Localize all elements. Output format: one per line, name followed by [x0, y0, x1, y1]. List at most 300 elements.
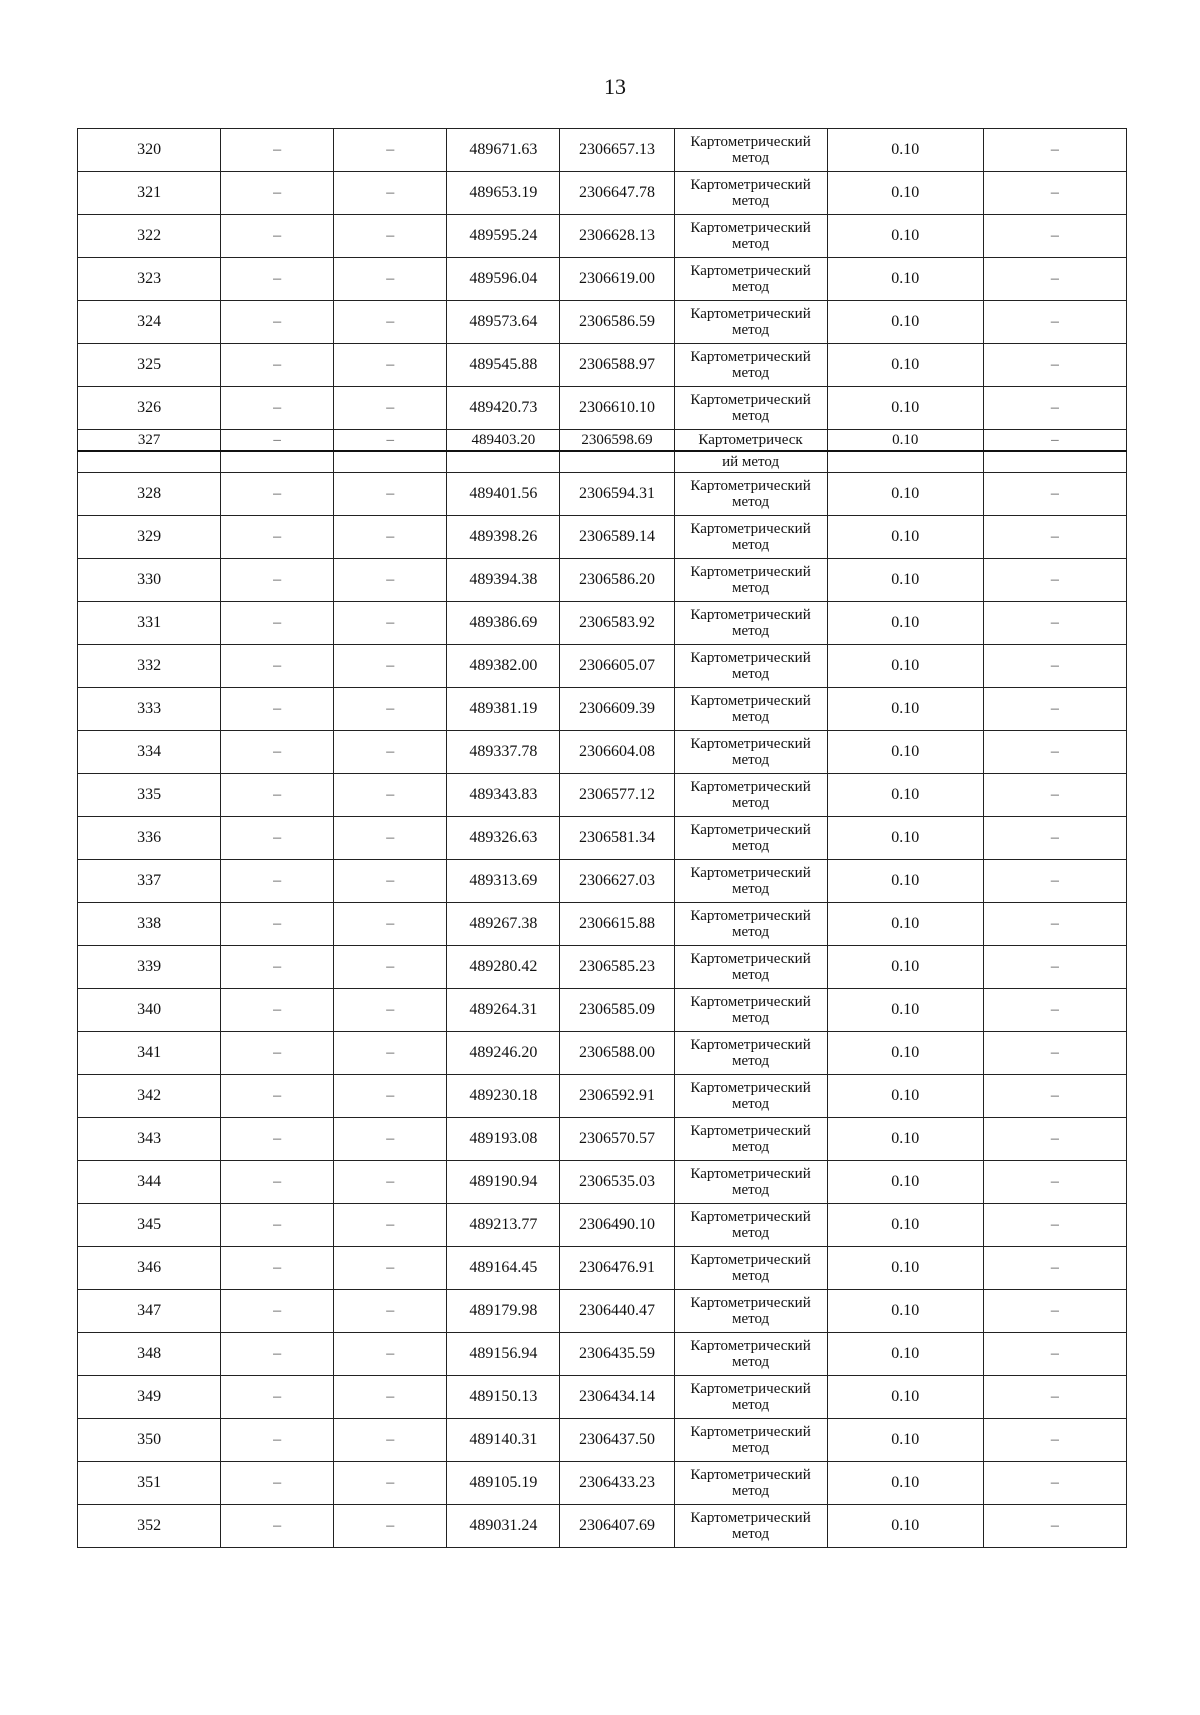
accuracy-cell: 0.10 [827, 1333, 983, 1376]
table-row [78, 1419, 1127, 1462]
point-number: 348 [78, 1333, 221, 1376]
point-number: 342 [78, 1075, 221, 1118]
coordinate-x: 489401.56 [447, 473, 560, 516]
empty-cell: – [983, 731, 1126, 774]
empty-cell: – [983, 559, 1126, 602]
table-row [78, 559, 1127, 602]
table-row [78, 860, 1127, 903]
empty-cell: – [334, 817, 447, 860]
table-row [78, 1376, 1127, 1419]
coordinate-y: 2306628.13 [560, 215, 674, 258]
table-row [78, 215, 1127, 258]
empty-cell: – [221, 559, 334, 602]
table-row [78, 731, 1127, 774]
empty-cell: – [221, 946, 334, 989]
empty-cell: – [983, 387, 1126, 430]
empty-cell: – [334, 172, 447, 215]
table-row [78, 688, 1127, 731]
empty-cell: – [983, 989, 1126, 1032]
coordinate-y: 2306476.91 [560, 1247, 674, 1290]
empty-cell: – [983, 774, 1126, 817]
method-cell: Картометрический метод [674, 817, 827, 860]
point-number: 322 [78, 215, 221, 258]
empty-cell: – [334, 1204, 447, 1247]
empty-cell: – [983, 430, 1126, 452]
coordinate-y: 2306437.50 [560, 1419, 674, 1462]
point-number: 336 [78, 817, 221, 860]
coordinate-x: 489382.00 [447, 645, 560, 688]
method-cell: Картометрический метод [674, 1204, 827, 1247]
accuracy-cell: 0.10 [827, 258, 983, 301]
table-row [78, 1075, 1127, 1118]
accuracy-cell: 0.10 [827, 430, 983, 452]
accuracy-cell: 0.10 [827, 1075, 983, 1118]
table-row [78, 1505, 1127, 1548]
empty-cell: – [221, 215, 334, 258]
empty-cell: – [221, 774, 334, 817]
empty-cell: – [983, 1333, 1126, 1376]
point-number: 320 [78, 129, 221, 172]
empty-cell: – [334, 1161, 447, 1204]
accuracy-cell: 0.10 [827, 1032, 983, 1075]
coordinate-y: 2306434.14 [560, 1376, 674, 1419]
accuracy-cell: 0.10 [827, 1204, 983, 1247]
coordinate-y: 2306588.97 [560, 344, 674, 387]
table-row [78, 258, 1127, 301]
coordinate-x: 489105.19 [447, 1462, 560, 1505]
method-cell: Картометрический метод [674, 516, 827, 559]
point-number: 345 [78, 1204, 221, 1247]
page-number: 13 [604, 74, 626, 99]
empty-cell: – [221, 430, 334, 452]
accuracy-cell: 0.10 [827, 946, 983, 989]
point-number: 328 [78, 473, 221, 516]
empty-cell: – [334, 387, 447, 430]
empty-cell: – [334, 645, 447, 688]
accuracy-cell: 0.10 [827, 559, 983, 602]
point-number: 349 [78, 1376, 221, 1419]
point-number: 351 [78, 1462, 221, 1505]
accuracy-cell: 0.10 [827, 516, 983, 559]
coordinate-x: 489573.64 [447, 301, 560, 344]
method-cell: Картометрический метод [674, 688, 827, 731]
table-row [78, 989, 1127, 1032]
empty-cell: – [221, 301, 334, 344]
empty-cell: – [334, 1290, 447, 1333]
point-number: 347 [78, 1290, 221, 1333]
empty-cell: – [334, 129, 447, 172]
method-cell: Картометрический метод [674, 344, 827, 387]
method-cell: ий метод [674, 451, 827, 473]
empty-cell: – [983, 946, 1126, 989]
empty-cell: – [983, 473, 1126, 516]
method-cell: Картометрический метод [674, 473, 827, 516]
empty-cell: – [983, 817, 1126, 860]
empty-cell: – [221, 817, 334, 860]
coordinate-x: 489420.73 [447, 387, 560, 430]
table-row [78, 946, 1127, 989]
coordinate-x: 489164.45 [447, 1247, 560, 1290]
empty-cell: – [983, 903, 1126, 946]
coordinate-x: 489264.31 [447, 989, 560, 1032]
point-number: 329 [78, 516, 221, 559]
point-number: 331 [78, 602, 221, 645]
empty-cell: – [334, 688, 447, 731]
empty-cell: – [334, 1376, 447, 1419]
method-cell: Картометрическ [674, 430, 827, 452]
coordinate-y: 2306605.07 [560, 645, 674, 688]
accuracy-cell: 0.10 [827, 989, 983, 1032]
empty-cell: – [221, 1290, 334, 1333]
point-number: 346 [78, 1247, 221, 1290]
empty-cell: – [334, 602, 447, 645]
coordinate-y: 2306589.14 [560, 516, 674, 559]
coordinate-x: 489140.31 [447, 1419, 560, 1462]
table-row [78, 817, 1127, 860]
method-cell: Картометрический метод [674, 1462, 827, 1505]
empty-cell: – [334, 473, 447, 516]
method-cell: Картометрический метод [674, 559, 827, 602]
method-cell: Картометрический метод [674, 1290, 827, 1333]
coordinate-x: 489596.04 [447, 258, 560, 301]
point-number: 332 [78, 645, 221, 688]
empty-cell: – [334, 1419, 447, 1462]
method-cell: Картометрический метод [674, 387, 827, 430]
point-number: 344 [78, 1161, 221, 1204]
accuracy-cell: 0.10 [827, 731, 983, 774]
point-number: 333 [78, 688, 221, 731]
empty-cell: – [334, 258, 447, 301]
table-row [78, 602, 1127, 645]
table-row [78, 1290, 1127, 1333]
empty-cell: – [983, 1505, 1126, 1548]
table-row [78, 1118, 1127, 1161]
empty-cell: – [334, 1333, 447, 1376]
empty-cell: – [983, 1376, 1126, 1419]
empty-cell: – [334, 301, 447, 344]
accuracy-cell: 0.10 [827, 774, 983, 817]
coordinate-y: 2306433.23 [560, 1462, 674, 1505]
accuracy-cell: 0.10 [827, 1462, 983, 1505]
coordinate-y: 2306570.57 [560, 1118, 674, 1161]
coordinate-y: 2306604.08 [560, 731, 674, 774]
table-body-split [78, 430, 1127, 473]
empty-cell: – [221, 688, 334, 731]
method-cell: Картометрический метод [674, 258, 827, 301]
empty-cell: – [334, 774, 447, 817]
accuracy-cell: 0.10 [827, 602, 983, 645]
coordinate-x: 489337.78 [447, 731, 560, 774]
empty-cell: – [221, 860, 334, 903]
empty-cell: – [983, 516, 1126, 559]
coordinate-x: 489213.77 [447, 1204, 560, 1247]
empty-cell: – [334, 946, 447, 989]
coordinate-x: 489394.38 [447, 559, 560, 602]
empty-cell: – [221, 731, 334, 774]
accuracy-cell: 0.10 [827, 473, 983, 516]
table-row [78, 1204, 1127, 1247]
coordinate-x: 489398.26 [447, 516, 560, 559]
accuracy-cell: 0.10 [827, 344, 983, 387]
empty-cell: – [221, 989, 334, 1032]
coordinate-x: 489343.83 [447, 774, 560, 817]
method-cell: Картометрический метод [674, 215, 827, 258]
coordinate-x: 489326.63 [447, 817, 560, 860]
empty-cell: – [983, 688, 1126, 731]
coordinate-y: 2306407.69 [560, 1505, 674, 1548]
coordinate-y: 2306657.13 [560, 129, 674, 172]
table-row [78, 430, 1127, 452]
coordinate-y: 2306586.59 [560, 301, 674, 344]
coordinate-x: 489386.69 [447, 602, 560, 645]
empty-cell: – [221, 344, 334, 387]
empty-cell: – [221, 516, 334, 559]
empty-cell: – [334, 1075, 447, 1118]
point-number: 343 [78, 1118, 221, 1161]
point-number: 340 [78, 989, 221, 1032]
empty-cell: – [983, 1118, 1126, 1161]
coordinate-x: 489190.94 [447, 1161, 560, 1204]
table-row [78, 645, 1127, 688]
method-cell: Картометрический метод [674, 946, 827, 989]
empty-cell: – [983, 1075, 1126, 1118]
method-cell: Картометрический метод [674, 1032, 827, 1075]
empty-cell: – [221, 172, 334, 215]
table-row [78, 1462, 1127, 1505]
coordinate-y: 2306440.47 [560, 1290, 674, 1333]
empty-cell: – [334, 1118, 447, 1161]
accuracy-cell: 0.10 [827, 1161, 983, 1204]
empty-cell: – [983, 301, 1126, 344]
table-row [78, 129, 1127, 172]
empty-cell: – [334, 559, 447, 602]
empty-cell: – [221, 387, 334, 430]
coordinate-y: 2306594.31 [560, 473, 674, 516]
empty-cell: – [221, 1376, 334, 1419]
coordinate-y: 2306588.00 [560, 1032, 674, 1075]
coordinate-y: 2306647.78 [560, 172, 674, 215]
table-row-continuation [78, 451, 1127, 473]
empty-cell: – [983, 172, 1126, 215]
empty-cell: – [983, 258, 1126, 301]
empty-cell: – [221, 1118, 334, 1161]
method-cell: Картометрический метод [674, 1419, 827, 1462]
empty-cell: – [221, 645, 334, 688]
empty-cell: – [983, 602, 1126, 645]
empty-cell: – [983, 344, 1126, 387]
coordinate-y: 2306609.39 [560, 688, 674, 731]
method-cell: Картометрический метод [674, 903, 827, 946]
empty-cell: – [221, 1419, 334, 1462]
method-cell: Картометрический метод [674, 1333, 827, 1376]
method-cell: Картометрический метод [674, 774, 827, 817]
empty-cell: – [334, 344, 447, 387]
empty-cell: – [221, 1075, 334, 1118]
point-number: 339 [78, 946, 221, 989]
accuracy-cell: 0.10 [827, 1376, 983, 1419]
table-row [78, 1333, 1127, 1376]
accuracy-cell: 0.10 [827, 387, 983, 430]
method-cell: Картометрический метод [674, 1075, 827, 1118]
point-number: 326 [78, 387, 221, 430]
accuracy-cell: 0.10 [827, 301, 983, 344]
coordinate-y: 2306627.03 [560, 860, 674, 903]
accuracy-cell: 0.10 [827, 1505, 983, 1548]
table-row [78, 903, 1127, 946]
method-cell: Картометрический метод [674, 989, 827, 1032]
coordinate-y: 2306583.92 [560, 602, 674, 645]
coordinate-y: 2306535.03 [560, 1161, 674, 1204]
empty-cell: – [983, 215, 1126, 258]
empty-cell: – [221, 1204, 334, 1247]
empty-cell: – [983, 1290, 1126, 1333]
point-number: 341 [78, 1032, 221, 1075]
empty-cell: – [334, 903, 447, 946]
table-row [78, 1161, 1127, 1204]
coordinate-x: 489280.42 [447, 946, 560, 989]
empty-cell: – [983, 1032, 1126, 1075]
coordinate-y: 2306435.59 [560, 1333, 674, 1376]
point-number: 352 [78, 1505, 221, 1548]
table-row [78, 1247, 1127, 1290]
empty-cell: – [334, 1462, 447, 1505]
empty-cell: – [221, 129, 334, 172]
empty-cell: – [983, 1204, 1126, 1247]
coordinate-y: 2306586.20 [560, 559, 674, 602]
table-body-before [78, 129, 1127, 430]
coordinate-x: 489671.63 [447, 129, 560, 172]
empty-cell: – [221, 258, 334, 301]
empty-cell: – [983, 1161, 1126, 1204]
coordinate-x: 489246.20 [447, 1032, 560, 1075]
empty-cell: – [221, 1462, 334, 1505]
coordinate-x: 489595.24 [447, 215, 560, 258]
coordinate-y: 2306619.00 [560, 258, 674, 301]
coordinate-x: 489230.18 [447, 1075, 560, 1118]
empty-cell: – [334, 1247, 447, 1290]
empty-cell: – [334, 1505, 447, 1548]
accuracy-cell: 0.10 [827, 860, 983, 903]
point-number: 323 [78, 258, 221, 301]
method-cell: Картометрический метод [674, 860, 827, 903]
coordinate-y: 2306585.23 [560, 946, 674, 989]
accuracy-cell: 0.10 [827, 817, 983, 860]
point-number: 338 [78, 903, 221, 946]
accuracy-cell: 0.10 [827, 172, 983, 215]
coordinate-y: 2306577.12 [560, 774, 674, 817]
point-number: 350 [78, 1419, 221, 1462]
coordinate-y: 2306610.10 [560, 387, 674, 430]
empty-cell: – [334, 430, 447, 452]
accuracy-cell: 0.10 [827, 688, 983, 731]
method-cell: Картометрический метод [674, 1247, 827, 1290]
empty-cell: – [983, 860, 1126, 903]
accuracy-cell: 0.10 [827, 1247, 983, 1290]
method-cell: Картометрический метод [674, 602, 827, 645]
coordinate-x: 489179.98 [447, 1290, 560, 1333]
coordinate-y: 2306615.88 [560, 903, 674, 946]
table-row [78, 301, 1127, 344]
method-cell: Картометрический метод [674, 1118, 827, 1161]
empty-cell: – [221, 1333, 334, 1376]
empty-cell: – [334, 731, 447, 774]
empty-cell: – [221, 473, 334, 516]
accuracy-cell: 0.10 [827, 1419, 983, 1462]
coordinate-x: 489381.19 [447, 688, 560, 731]
coordinate-x: 489156.94 [447, 1333, 560, 1376]
method-cell: Картометрический метод [674, 731, 827, 774]
method-cell: Картометрический метод [674, 1376, 827, 1419]
table-row [78, 473, 1127, 516]
table-row [78, 344, 1127, 387]
accuracy-cell: 0.10 [827, 215, 983, 258]
coordinate-x: 489031.24 [447, 1505, 560, 1548]
table-row [78, 774, 1127, 817]
empty-cell: – [983, 1247, 1126, 1290]
accuracy-cell: 0.10 [827, 645, 983, 688]
empty-cell: – [221, 602, 334, 645]
empty-cell: – [983, 1462, 1126, 1505]
accuracy-cell: 0.10 [827, 903, 983, 946]
empty-cell: – [983, 1419, 1126, 1462]
accuracy-cell: 0.10 [827, 1290, 983, 1333]
accuracy-cell: 0.10 [827, 129, 983, 172]
empty-cell: – [221, 1032, 334, 1075]
method-cell: Картометрический метод [674, 1161, 827, 1204]
point-number: 324 [78, 301, 221, 344]
coordinate-x: 489267.38 [447, 903, 560, 946]
coordinate-x: 489150.13 [447, 1376, 560, 1419]
table-row [78, 1032, 1127, 1075]
empty-cell: – [983, 129, 1126, 172]
empty-cell: – [221, 1247, 334, 1290]
table-row [78, 172, 1127, 215]
point-number: 325 [78, 344, 221, 387]
point-number: 327 [78, 430, 221, 452]
method-cell: Картометрический метод [674, 1505, 827, 1548]
table-row [78, 387, 1127, 430]
point-number: 334 [78, 731, 221, 774]
point-number: 330 [78, 559, 221, 602]
coordinate-y: 2306490.10 [560, 1204, 674, 1247]
empty-cell: – [221, 1505, 334, 1548]
accuracy-cell: 0.10 [827, 1118, 983, 1161]
method-cell: Картометрический метод [674, 301, 827, 344]
table-row [78, 516, 1127, 559]
empty-cell: – [221, 903, 334, 946]
empty-cell: – [983, 645, 1126, 688]
coordinate-x: 489193.08 [447, 1118, 560, 1161]
coordinate-y: 2306581.34 [560, 817, 674, 860]
method-cell: Картометрический метод [674, 129, 827, 172]
point-number: 335 [78, 774, 221, 817]
method-cell: Картометрический метод [674, 645, 827, 688]
coordinate-x: 489545.88 [447, 344, 560, 387]
point-number: 337 [78, 860, 221, 903]
empty-cell: – [334, 989, 447, 1032]
empty-cell: – [334, 215, 447, 258]
empty-cell: – [334, 1032, 447, 1075]
empty-cell: – [334, 860, 447, 903]
table-body-after [78, 473, 1127, 1548]
coordinate-x: 489653.19 [447, 172, 560, 215]
coordinate-y: 2306592.91 [560, 1075, 674, 1118]
coordinate-y: 2306585.09 [560, 989, 674, 1032]
coordinates-table [77, 128, 1127, 1548]
coordinate-x: 489313.69 [447, 860, 560, 903]
coordinate-x: 489403.20 [447, 430, 560, 452]
coordinate-y: 2306598.69 [560, 430, 674, 452]
